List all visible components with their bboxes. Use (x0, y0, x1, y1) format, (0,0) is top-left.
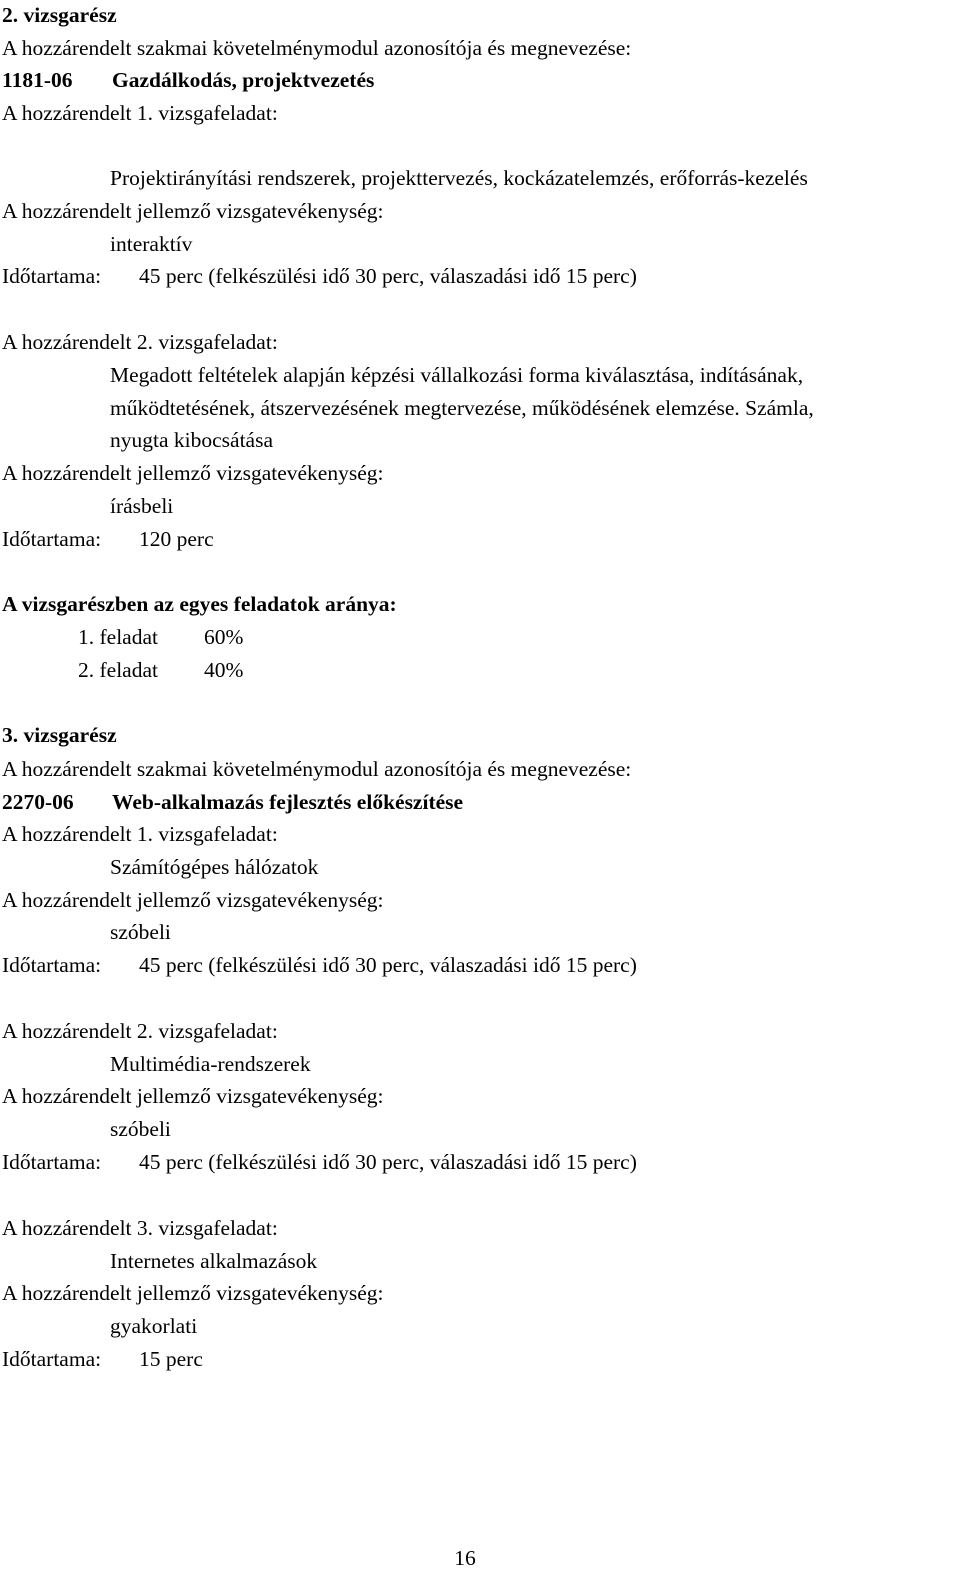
part2-task1-duration (2, 263, 637, 289)
ratio-task: 1. feladat (78, 625, 158, 649)
part3-task1-description: Számítógépes hálózatok (110, 855, 319, 879)
part2-title: 2. vizsgarész (2, 3, 117, 27)
part3-module (2, 789, 463, 815)
part2-task2-activity-label: A hozzárendelt jellemző vizsgatevékenység: (2, 461, 384, 485)
duration-value: 45 perc (felkészülési idő 30 perc, válaszadási idő 15 perc) (139, 953, 637, 977)
part2-task2-description-line1: Megadott feltételek alapján képzési vállalkozási forma kiválasztása, indításának, (110, 363, 804, 387)
ratio-value: 40% (204, 658, 244, 682)
duration-label: Időtartama: (2, 527, 102, 551)
part2-module-name: Gazdálkodás, projektvezetés (112, 68, 375, 92)
duration-value: 15 perc (139, 1347, 203, 1371)
part2-task2-description-line3: nyugta kibocsátása (110, 428, 273, 452)
part3-task1-duration (2, 952, 637, 978)
part2-task2-activity: írásbeli (110, 494, 174, 518)
part3-task1-activity: szóbeli (110, 920, 171, 944)
ratio-task: 2. feladat (78, 658, 158, 682)
part3-task3-duration (2, 1346, 203, 1372)
part2-task2-label: A hozzárendelt 2. vizsgafeladat: (2, 330, 278, 354)
part2-ratio-title: A vizsgarészben az egyes feladatok aránya: (2, 592, 397, 616)
duration-value: 45 perc (felkészülési idő 30 perc, válaszadási idő 15 perc) (139, 264, 637, 288)
duration-label: Időtartama: (2, 1150, 102, 1174)
part3-task3-label: A hozzárendelt 3. vizsgafeladat: (2, 1216, 278, 1240)
part2-module-label: A hozzárendelt szakmai követelménymodul azonosítója és megnevezése: (2, 36, 632, 60)
part2-ratio-row (78, 657, 243, 683)
part3-task3-activity: gyakorlati (110, 1314, 198, 1338)
part3-task2-activity: szóbeli (110, 1117, 171, 1141)
part3-task3-description: Internetes alkalmazások (110, 1249, 318, 1273)
part3-task3-activity-label: A hozzárendelt jellemző vizsgatevékenység: (2, 1281, 384, 1305)
part2-task1-description: Projektirányítási rendszerek, projekttervezés, kockázatelemzés, erőforrás-kezelés (110, 166, 808, 190)
part2-task1-activity-label: A hozzárendelt jellemző vizsgatevékenység: (2, 199, 384, 223)
duration-label: Időtartama: (2, 953, 102, 977)
part3-task2-activity-label: A hozzárendelt jellemző vizsgatevékenység: (2, 1084, 384, 1108)
ratio-value: 60% (204, 625, 244, 649)
part2-task1-activity: interaktív (110, 232, 193, 256)
part3-task2-duration (2, 1149, 637, 1175)
part3-module-code: 2270-06 (2, 790, 74, 814)
part2-module-code: 1181-06 (2, 68, 73, 92)
part2-task2-description-line2: működtetésének, átszervezésének megtervezése, működésének elemzése. Számla, (110, 396, 814, 420)
duration-label: Időtartama: (2, 264, 102, 288)
part2-module (2, 67, 374, 93)
part3-task2-description: Multimédia-rendszerek (110, 1052, 311, 1076)
part3-title: 3. vizsgarész (2, 723, 117, 747)
duration-value: 120 perc (139, 527, 214, 551)
part3-task1-activity-label: A hozzárendelt jellemző vizsgatevékenység: (2, 888, 384, 912)
page-number: 16 (454, 1546, 476, 1570)
part3-module-name: Web-alkalmazás fejlesztés előkészítése (112, 790, 464, 814)
duration-value: 45 perc (felkészülési idő 30 perc, válaszadási idő 15 perc) (139, 1150, 637, 1174)
part2-task2-duration (2, 526, 214, 552)
part3-module-label: A hozzárendelt szakmai követelménymodul azonosítója és megnevezése: (2, 757, 632, 781)
part2-ratio-row (78, 624, 243, 650)
part3-task1-label: A hozzárendelt 1. vizsgafeladat: (2, 822, 278, 846)
part3-task2-label: A hozzárendelt 2. vizsgafeladat: (2, 1019, 278, 1043)
part2-task1-label: A hozzárendelt 1. vizsgafeladat: (2, 101, 278, 125)
duration-label: Időtartama: (2, 1347, 102, 1371)
